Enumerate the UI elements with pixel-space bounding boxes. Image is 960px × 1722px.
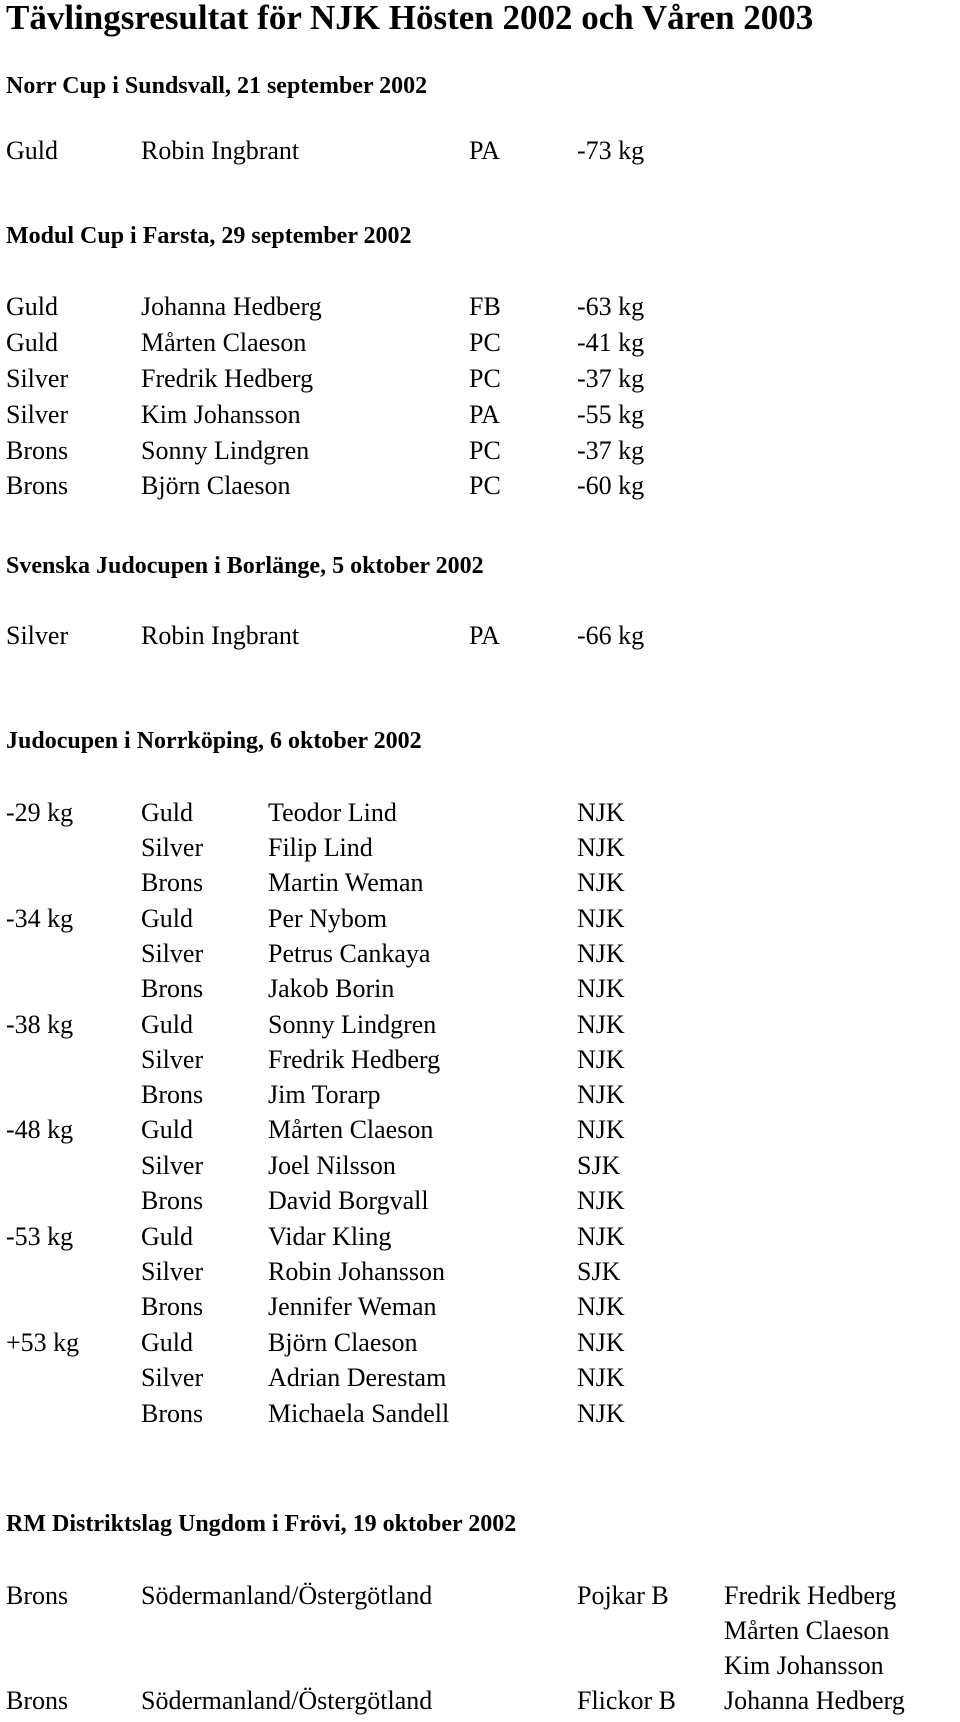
athlete-name: Mårten Claeson — [141, 328, 307, 357]
result-row — [0, 902, 960, 936]
athlete-name: David Borgvall — [268, 1186, 429, 1215]
medal: Guld — [141, 1010, 193, 1039]
section-heading: Judocupen i Norrköping, 6 oktober 2002 — [6, 728, 422, 754]
result-row — [0, 1684, 960, 1718]
medal: Brons — [141, 1080, 204, 1109]
athlete-name: Björn Claeson — [141, 471, 291, 500]
result-row — [0, 1326, 960, 1360]
weight-class: -34 kg — [6, 904, 74, 933]
medal: Brons — [6, 436, 69, 465]
athlete-name: Fredrik Hedberg — [268, 1045, 441, 1074]
result-row — [0, 1361, 960, 1395]
result-row — [0, 469, 960, 503]
result-row — [0, 1184, 960, 1218]
athlete-name: Adrian Derestam — [268, 1363, 447, 1392]
club: NJK — [577, 1010, 625, 1039]
medal: Guld — [141, 1328, 193, 1357]
club: NJK — [577, 833, 625, 862]
result-row — [0, 326, 960, 360]
section-heading: Svenska Judocupen i Borlänge, 5 oktober 2002 — [6, 553, 484, 579]
athlete-name: Robin Johansson — [268, 1257, 445, 1286]
result-row — [0, 1008, 960, 1042]
athlete-name: Jim Torarp — [268, 1080, 381, 1109]
result-row — [0, 1255, 960, 1289]
medal: Silver — [6, 364, 69, 393]
class-code: PC — [469, 436, 501, 465]
medal: Guld — [6, 136, 58, 165]
club: NJK — [577, 939, 625, 968]
team-member: Johanna Hedberg — [724, 1686, 905, 1715]
club: NJK — [577, 1115, 625, 1144]
medal: Brons — [6, 1581, 69, 1610]
athlete-name: Mårten Claeson — [268, 1115, 434, 1144]
result-row — [0, 398, 960, 432]
weight-class: -37 kg — [577, 364, 645, 393]
athlete-name: Joel Nilsson — [268, 1151, 396, 1180]
team-member: Kim Johansson — [724, 1651, 884, 1680]
athlete-name: Jennifer Weman — [268, 1292, 437, 1321]
athlete-name: Teodor Lind — [268, 798, 397, 827]
result-row — [0, 831, 960, 865]
athlete-name: Sonny Lindgren — [268, 1010, 437, 1039]
medal: Brons — [141, 1186, 204, 1215]
result-row — [0, 1290, 960, 1324]
team-member: Mårten Claeson — [724, 1616, 890, 1645]
class-code: PC — [469, 364, 501, 393]
result-row — [0, 290, 960, 324]
athlete-name: Filip Lind — [268, 833, 373, 862]
result-row — [0, 796, 960, 830]
medal: Brons — [6, 471, 69, 500]
medal: Brons — [6, 1686, 69, 1715]
medal: Silver — [141, 1257, 204, 1286]
class-code: PA — [469, 400, 500, 429]
result-row — [0, 1220, 960, 1254]
athlete-name: Robin Ingbrant — [141, 621, 300, 650]
weight-class: -38 kg — [6, 1010, 74, 1039]
class-code: FB — [469, 292, 501, 321]
category: Pojkar B — [577, 1581, 669, 1610]
club: NJK — [577, 974, 625, 1003]
medal: Guld — [141, 798, 193, 827]
weight-class: -73 kg — [577, 136, 645, 165]
club: NJK — [577, 904, 625, 933]
athlete-name: Fredrik Hedberg — [141, 364, 314, 393]
weight-class: -37 kg — [577, 436, 645, 465]
club: NJK — [577, 798, 625, 827]
result-row — [0, 1078, 960, 1112]
result-row — [0, 434, 960, 468]
weight-class: -41 kg — [577, 328, 645, 357]
medal: Silver — [141, 1151, 204, 1180]
class-code: PC — [469, 328, 501, 357]
medal: Silver — [141, 833, 204, 862]
athlete-name: Vidar Kling — [268, 1222, 392, 1251]
medal: Brons — [141, 1399, 204, 1428]
medal: Silver — [141, 939, 204, 968]
weight-class: -63 kg — [577, 292, 645, 321]
medal: Silver — [141, 1363, 204, 1392]
athlete-name: Johanna Hedberg — [141, 292, 322, 321]
athlete-name: Kim Johansson — [141, 400, 301, 429]
result-row — [0, 362, 960, 396]
medal: Guld — [141, 1222, 193, 1251]
medal: Brons — [141, 1292, 204, 1321]
medal: Silver — [141, 1045, 204, 1074]
section-heading: Norr Cup i Sundsvall, 21 september 2002 — [6, 73, 428, 99]
result-row — [0, 866, 960, 900]
medal: Guld — [6, 328, 58, 357]
medal: Silver — [6, 400, 69, 429]
class-code: PA — [469, 621, 500, 650]
weight-class: -60 kg — [577, 471, 645, 500]
class-code: PC — [469, 471, 501, 500]
medal: Guld — [6, 292, 58, 321]
athlete-name: Petrus Cankaya — [268, 939, 431, 968]
club: NJK — [577, 1045, 625, 1074]
club: NJK — [577, 1328, 625, 1357]
team: Södermanland/Östergötland — [141, 1581, 433, 1610]
club: NJK — [577, 1292, 625, 1321]
weight-class: -48 kg — [6, 1115, 74, 1144]
weight-class: -66 kg — [577, 621, 645, 650]
result-row — [0, 1397, 960, 1431]
result-row — [0, 1649, 960, 1683]
result-row — [0, 1113, 960, 1147]
club: NJK — [577, 1186, 625, 1215]
section-heading: RM Distriktslag Ungdom i Frövi, 19 oktober 2002 — [6, 1511, 517, 1537]
medal: Brons — [141, 974, 204, 1003]
athlete-name: Sonny Lindgren — [141, 436, 310, 465]
club: NJK — [577, 1363, 625, 1392]
class-code: PA — [469, 136, 500, 165]
result-row — [0, 937, 960, 971]
athlete-name: Michaela Sandell — [268, 1399, 450, 1428]
result-row — [0, 1579, 960, 1613]
club: SJK — [577, 1257, 621, 1286]
weight-class: +53 kg — [6, 1328, 80, 1357]
athlete-name: Robin Ingbrant — [141, 136, 300, 165]
athlete-name: Björn Claeson — [268, 1328, 418, 1357]
result-row — [0, 972, 960, 1006]
club: NJK — [577, 1080, 625, 1109]
result-row — [0, 619, 960, 653]
athlete-name: Per Nybom — [268, 904, 388, 933]
team-member: Fredrik Hedberg — [724, 1581, 897, 1610]
weight-class: -55 kg — [577, 400, 645, 429]
result-row — [0, 1043, 960, 1077]
section-heading: Modul Cup i Farsta, 29 september 2002 — [6, 223, 412, 249]
club: SJK — [577, 1151, 621, 1180]
medal: Guld — [141, 904, 193, 933]
medal: Guld — [141, 1115, 193, 1144]
weight-class: -29 kg — [6, 798, 74, 827]
club: NJK — [577, 1399, 625, 1428]
athlete-name: Jakob Borin — [268, 974, 395, 1003]
result-row — [0, 1614, 960, 1648]
club: NJK — [577, 1222, 625, 1251]
result-row — [0, 134, 960, 168]
page-title: Tävlingsresultat för NJK Hösten 2002 och Våren 2003 — [6, 0, 814, 37]
weight-class: -53 kg — [6, 1222, 74, 1251]
club: NJK — [577, 868, 625, 897]
medal: Silver — [6, 621, 69, 650]
medal: Brons — [141, 868, 204, 897]
team: Södermanland/Östergötland — [141, 1686, 433, 1715]
result-row — [0, 1149, 960, 1183]
athlete-name: Martin Weman — [268, 868, 424, 897]
category: Flickor B — [577, 1686, 676, 1715]
